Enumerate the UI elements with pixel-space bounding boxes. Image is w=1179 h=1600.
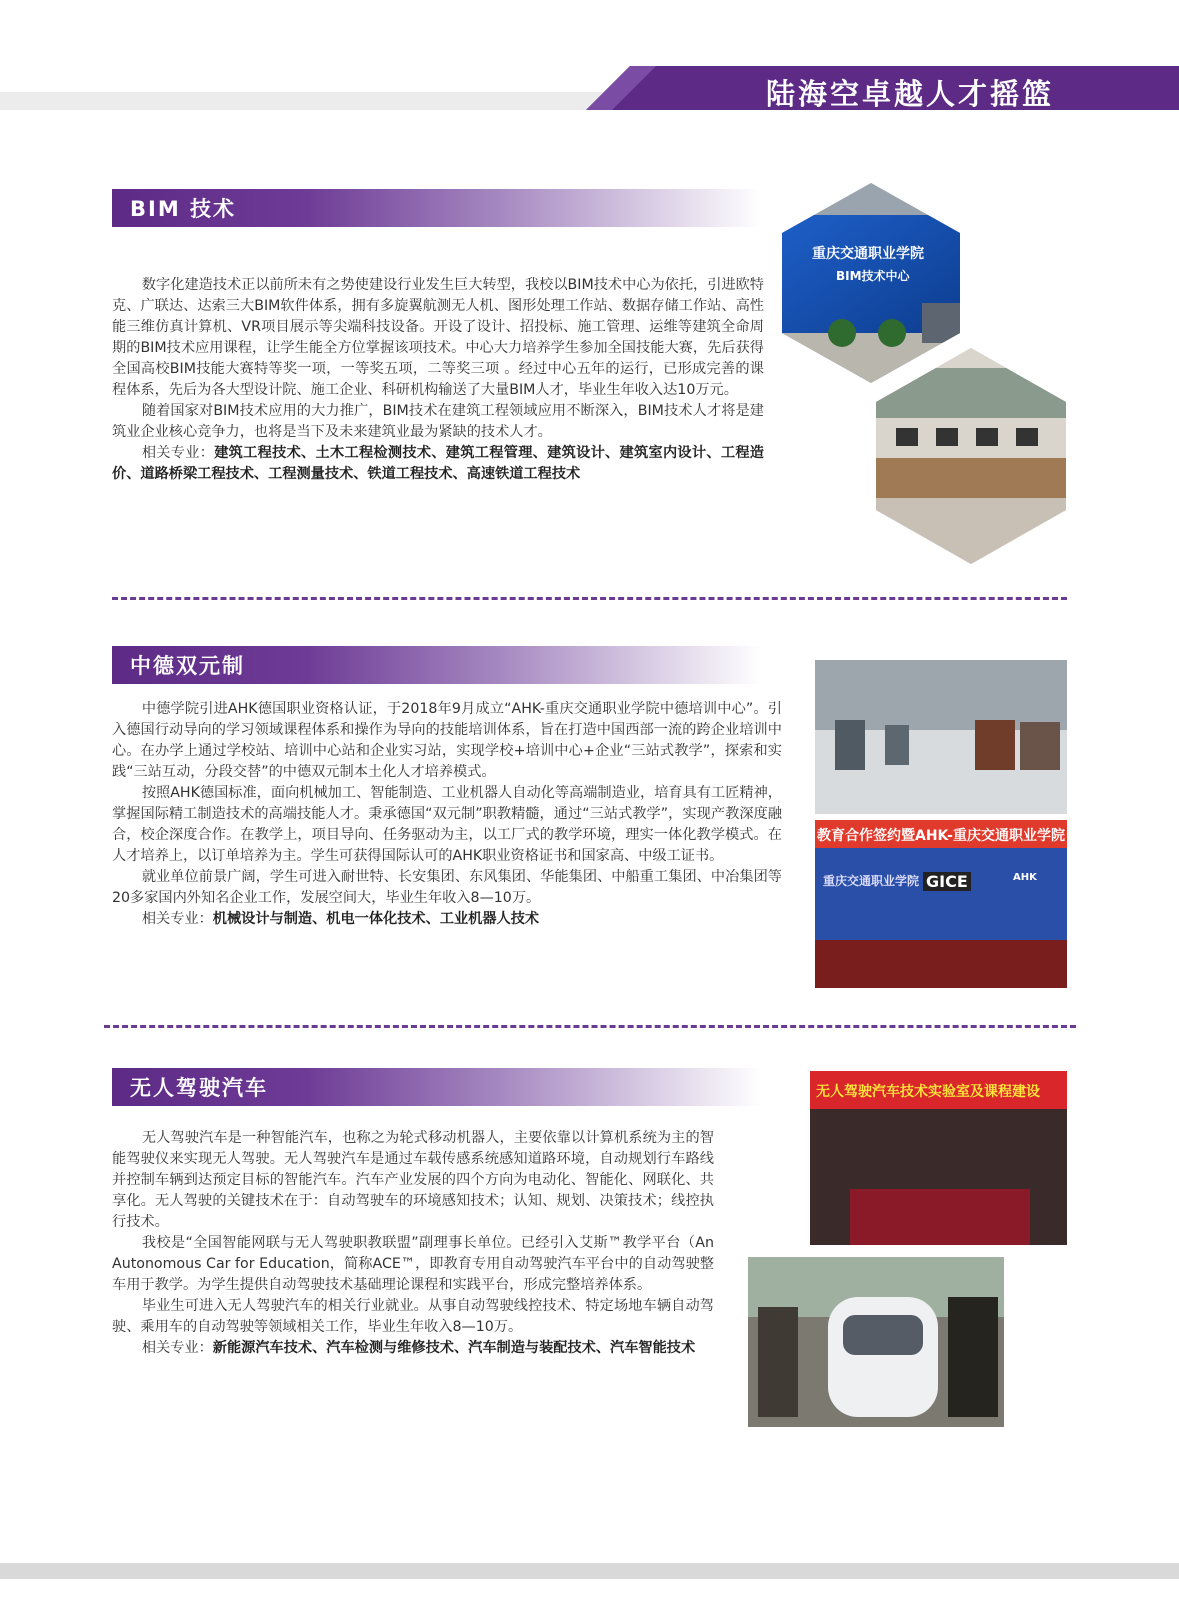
paragraph: 随着国家对BIM技术应用的大力推广，BIM技术在建筑工程领域应用不断深入，BIM技术人才将是建筑业企业核心竞争力，也将是当下及未来建筑业最为紧缺的技术人才。 [112, 403, 764, 440]
related-majors: 相关专业：机械设计与制造、机电一体化技术、工业机器人技术 [141, 911, 540, 927]
section-body-bim [112, 275, 764, 485]
bim-caption-college: 重庆交通职业学院 [812, 246, 924, 262]
banner-title: 陆海空卓越人才摇篮 [766, 77, 1055, 111]
lab-caption: 无人驾驶汽车技术实验室及课程建设 [816, 1084, 1040, 1100]
section-heading-autonomous [112, 1068, 762, 1106]
section-divider [112, 597, 1067, 600]
ceremony-table [815, 940, 1067, 988]
section-heading-text: 无人驾驶汽车 [130, 1076, 268, 1100]
top-banner [586, 66, 1179, 110]
lab-hexagon [876, 348, 1066, 564]
autonomous-car-photo [748, 1257, 1004, 1427]
ceremony-caption: 教育合作签约暨AHK-重庆交通职业学院 [817, 828, 1065, 844]
paragraph: 毕业生可进入无人驾驶汽车的相关行业就业。从事自动驾驶线控技术、特定场地车辆自动驾驶、乘用车的自动驾驶等领域相关工作，毕业生年收入8—10万。 [112, 1298, 714, 1335]
section-heading-text: BIM 技术 [130, 197, 237, 221]
car-graphic [748, 1257, 1004, 1427]
related-majors: 相关专业：新能源汽车技术、汽车检测与维修技术、汽车制造与装配技术、汽车智能技术 [141, 1340, 696, 1356]
section-body-sino-german [112, 699, 782, 930]
ahk-logo: AHK [1013, 872, 1037, 883]
paragraph: 无人驾驶汽车是一种智能汽车，也称之为轮式移动机器人，主要依靠以计算机系统为主的智能驾驶仪来实现无人驾驶。无人驾驶汽车是通过车载传感系统感知道路环境，自动规划行车路线并控制车辆到达预定目标的智能汽车。汽车产业发展的四个方向为电动化、智能化、网联化、共享化。无人驾驶的关键技术在于：自动驾驶车的环境感知技术；认知、规划、决策技术；线控执行技术。 [112, 1130, 714, 1230]
signing-ceremony-photo [815, 820, 1067, 988]
paragraph: 数字化建造技术正以前所未有之势使建设行业发生巨大转型，我校以BIM技术中心为依托，引进欧特克、广联达、达索三大BIM软件体系，拥有多旋翼航测无人机、图形处理工作站、数据存储工作站、高性能三维仿真计算机、VR项目展示等尖端科技设备。开设了设计、招投标、施工管理、运维等建筑全命周期的BIM技术应用课程，让学生能全方位掌握该项技术。中心大力培养学生参加全国技能大赛，先后获得全国高校BIM技能大赛特等奖一项，一等奖五项，二等奖三项 。经过中心五年的运行，已形成完善的课程体系，先后为各大型设计院、施工企业、科研机构输送了大量BIM人才，毕业生年收入达10万元。 [112, 277, 764, 398]
bim-caption-center: BIM技术中心 [836, 269, 910, 283]
section-heading-text: 中德双元制 [130, 654, 245, 678]
bim-lab-photo [876, 348, 1066, 564]
workshop-photo [815, 660, 1067, 814]
autonomous-lab-photo [810, 1071, 1067, 1245]
paragraph: 我校是“全国智能网联与无人驾驶职教联盟”副理事长单位。已经引入艾斯™教学平台（An Autonomous Car for Education，简称ACE™，即教育专用自动驾驶汽车平台中的自动驾驶整车用于教学。为学生提供自动驾驶技术基础理论课程和实践平台，形成完整培养体系。 [112, 1235, 714, 1293]
workshop-graphic [815, 660, 1067, 814]
gice-logo: GICE [923, 872, 971, 891]
bottom-gray-strip [0, 1563, 1179, 1579]
related-majors: 相关专业：建筑工程技术、土木工程检测技术、建筑工程管理、建筑设计、建筑室内设计、工程造价、道路桥梁工程技术、工程测量技术、铁道工程技术、高速铁道工程技术 [112, 445, 764, 482]
paragraph: 按照AHK德国标准，面向机械加工、智能制造、工业机器人自动化等高端制造业，培育具有工匠精神，掌握国际精工制造技术的高端技能人才。秉承德国“双元制”职教精髓，通过“三站式教学”，实现产教深度融合，校企深度合作。在教学上，项目导向、任务驱动为主，以工厂式的教学环境，理实一体化教学模式。在人才培养上，以订单培养为主。学生可获得国际认可的AHK职业资格证书和国家高、中级工证书。 [112, 785, 782, 864]
section-body-autonomous [112, 1128, 714, 1359]
paragraph: 中德学院引进AHK德国职业资格认证，于2018年9月成立“AHK-重庆交通职业学院中德培训中心”。引入德国行动导向的学习领域课程体系和操作为导向的技能培训体系，旨在打造中国西部一流的跨企业培训中心。在办学上通过学校站、培训中心站和企业实习站，实现学校+培训中心+企业“三站式教学”，探索和实践“三站互动，分段交替”的中德双元制本土化人才培养模式。 [112, 701, 782, 780]
section-heading-sino-german [112, 646, 762, 684]
paragraph: 就业单位前景广阔，学生可进入耐世特、长安集团、东风集团、华能集团、中船重工集团、中冶集团等20多家国内外知名企业工作，发展空间大，毕业生年收入8—10万。 [112, 869, 782, 906]
ceremony-college-caption: 重庆交通职业学院 [823, 874, 920, 888]
lab-table [850, 1189, 1030, 1245]
section-divider [104, 1025, 1076, 1028]
section-heading-bim [112, 189, 762, 227]
